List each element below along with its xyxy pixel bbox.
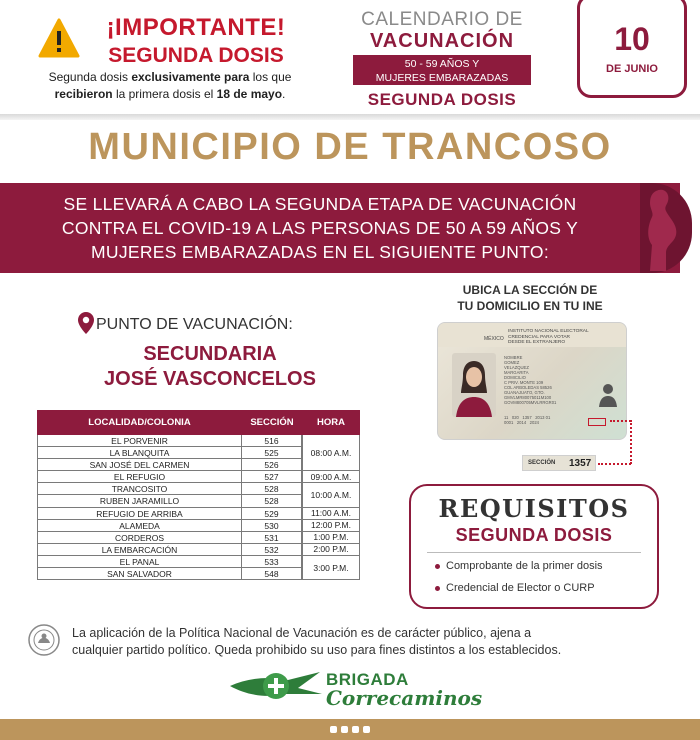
brigada-logo-icon (228, 664, 324, 708)
facebook-icon[interactable] (330, 726, 337, 733)
header-divider (0, 114, 700, 120)
requirements-title: REQUISITOS (438, 494, 630, 523)
requirements-subtitle: SEGUNDA DOSIS (455, 525, 613, 545)
youtube-icon[interactable] (363, 726, 370, 733)
header-hour: HORA (317, 417, 345, 428)
ine-instructions: UBICA LA SECCIÓN DE TU DOMICILIO EN TU INE (457, 283, 603, 313)
twitter-icon[interactable] (341, 726, 348, 733)
table-row: CORDEROS 531 (37, 532, 360, 544)
location-pin-icon (78, 312, 94, 334)
requirement-item: Credencial de Elector o CURP (435, 582, 595, 594)
date-badge (577, 0, 687, 98)
brand-line2: Correcaminos (326, 686, 483, 710)
ine-photo (452, 353, 496, 417)
legal-notice: La aplicación de la Política Nacional de Vacunación es de carácter público, ajena a cualquier partido político. Queda prohibido su uso para fines distintos a los establecidos. (72, 626, 562, 657)
table-row: REFUGIO DE ARRIBA 529 (37, 508, 360, 520)
warning-icon (38, 18, 80, 60)
hour-cell: 08:00 A.M. (302, 435, 360, 471)
important-title: ¡IMPORTANTE! (106, 14, 286, 41)
ine-small-photo (598, 381, 618, 407)
important-subtitle: SEGUNDA DOSIS (108, 44, 284, 67)
hour-cell: 10:00 A.M. (302, 483, 360, 507)
hour-cell: 12:00 P.M. (302, 520, 360, 532)
header-locality: LOCALIDAD/COLONIA (88, 417, 191, 428)
table-body (37, 435, 360, 580)
ine-institute: INSTITUTO NACIONAL ELECTORAL CREDENCIAL PARA VOTAR DESDE EL EXTRANJERO (508, 329, 589, 345)
connector-line (630, 420, 632, 464)
table-row: ALAMEDA 530 (37, 520, 360, 532)
calendar-title: CALENDARIO DE (361, 9, 523, 30)
pregnant-woman-icon (636, 185, 686, 271)
government-seal-icon (28, 624, 60, 656)
hour-cell: 09:00 A.M. (302, 471, 360, 483)
table-row: SAN SALVADOR 548 (37, 568, 360, 580)
calendar-vaccination: VACUNACIÓN (369, 30, 515, 52)
ine-card-image (437, 322, 627, 440)
social-icons (330, 726, 370, 734)
date-month: DE JUNIO (606, 63, 658, 75)
requirements-box (409, 484, 659, 609)
connector-line (610, 420, 631, 422)
sections-table (37, 410, 360, 580)
calendar-dose: SEGUNDA DOSIS (367, 90, 517, 109)
hour-cell: 1:00 P.M. (302, 532, 360, 544)
header-section: SECCIÓN (250, 417, 294, 428)
brand-line1: BRIGADA (326, 670, 409, 689)
important-note: Segunda dosis exclusivamente para los que recibieron la primera dosis el 18 de mayo. (48, 70, 292, 101)
table-row: TRANCOSITO 528 (37, 483, 360, 495)
hour-cell: 2:00 P.M. (302, 544, 360, 556)
hour-cell: 3:00 P.M. (302, 556, 360, 580)
section-callout: SECCIÓN 1357 (522, 455, 596, 471)
connector-line (598, 463, 631, 465)
table-row: RUBEN JARAMILLO 528 (37, 495, 360, 507)
calendar-age-box: 50 - 59 AÑOS Y MUJERES EMBARAZADAS (353, 55, 531, 85)
ine-fields: NOMBRE GOMEZ VELAZQUEZ MARGARITA DOMICILIO C PRIV. MONTE 109 COL ARBOLEDAS 58526 GUANAJUATO, GTO. GMVLMR80075011M100 GOVM800705MVLRRGR01 (504, 355, 557, 405)
ine-section-highlight (588, 418, 606, 426)
requirement-item: Comprobante de la primer dosis (435, 560, 603, 572)
table-row: EL REFUGIO 527 (37, 471, 360, 483)
divider (427, 552, 641, 553)
bullet-icon (435, 564, 440, 569)
banner-text: SE LLEVARÁ A CABO LA SEGUNDA ETAPA DE VACUNACIÓN CONTRA EL COVID-19 A LAS PERSONAS DE 50 A 59 AÑOS Y MUJERES EMBARAZADAS EN EL SIGUIENTE PUNTO: (61, 194, 579, 262)
table-row: EL PANAL 533 (37, 556, 360, 568)
ine-codes: 11 020 1357 2013 01 0001 2014 2024 (504, 415, 551, 425)
table-header (37, 410, 360, 435)
vaccination-site: SECUNDARIA JOSÉ VASCONCELOS (104, 343, 316, 390)
hour-cell: 11:00 A.M. (302, 508, 360, 520)
table-row: EL PORVENIR 516 (37, 435, 360, 447)
table-row: SAN JOSÉ DEL CARMEN 526 (37, 459, 360, 471)
vaccination-point-label: PUNTO DE VACUNACIÓN: (96, 316, 293, 333)
date-day: 10 (614, 21, 650, 57)
table-row: LA BLANQUITA 525 (37, 447, 360, 459)
municipality-title: MUNICIPIO DE TRANCOSO (88, 126, 612, 168)
ine-country: MÉXICO (484, 336, 504, 342)
instagram-icon[interactable] (352, 726, 359, 733)
table-row: LA EMBARCACIÓN 532 (37, 544, 360, 556)
bullet-icon (435, 586, 440, 591)
